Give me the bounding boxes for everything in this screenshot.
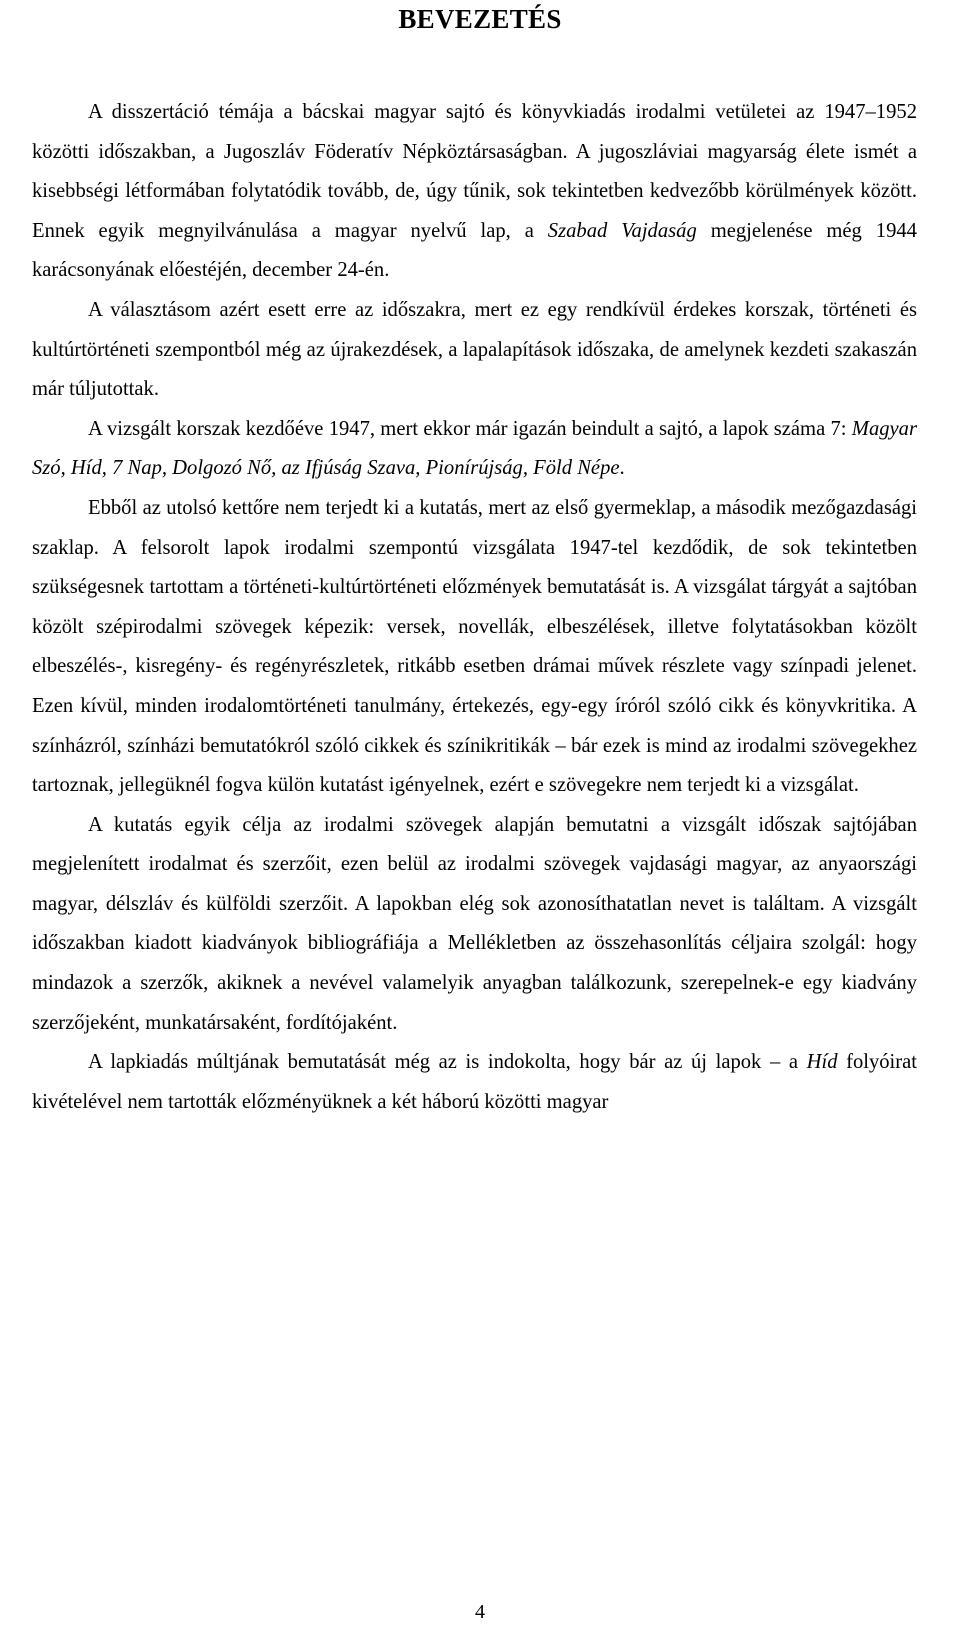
italic-title-szabad-vajdasag: Szabad Vajdaság <box>547 219 697 242</box>
text-run: A disszertáció témája a bácskai magyar sajtó és könyvkiadás irodalmi vetületei az 1947–1952 közötti időszakban, a Jugoszláv Föderatív Népköztársaságban. A jugoszláviai magyarság élete ismét a kisebbségi létformában folytatódik tovább, de, úgy tűnik, sok tekintetben kedvezőbb körülmények között. Ennek egyik megnyilvánulása a magyar nyelvű lap, a <box>32 101 917 242</box>
paragraph-1 <box>32 93 917 291</box>
text-run: . <box>619 457 625 480</box>
italic-title-hid: Híd <box>806 1051 838 1074</box>
paragraph-4 <box>32 489 917 806</box>
page-title: BEVEZETÉS <box>398 4 562 34</box>
italic-newspaper-list: Magyar Szó, Híd, 7 Nap, Dolgozó Nő, az Ifjúság Szava, Pionírújság, Föld Népe <box>32 417 917 480</box>
text-run: megjelenése még 1944 karácsonyának előestéjén, december 24-én. <box>32 219 917 282</box>
paragraph-2 <box>32 291 917 410</box>
body-text <box>32 93 917 1122</box>
text-run: A kutatás egyik célja az irodalmi szövegek alapján bemutatni a vizsgált időszak sajtójában megjelenített irodalmat és szerzőit, ezen belül az irodalmi szövegek vajdasági magyar, az anyaországi magyar, délszláv és külföldi szerzőit. A lapokban elég sok azonosíthatatlan nevet is találtam. A vizsgált időszakban kiadott kiadványok bibliográfiája a Mellékletben az összehasonlítás céljaira szolgál: hogy mindazok a szerzők, akiknek a nevével valamelyik anyagban találkozunk, szerepelnek-e egy kiadvány szerzőjeként, munkatársaként, fordítójaként. <box>32 813 917 1034</box>
text-run: A választásom azért esett erre az időszakra, mert ez egy rendkívül érdekes korszak, történeti és kultúrtörténeti szempontból még az újrakezdések, a lapalapítások időszaka, de amelynek kezdeti szakaszán már túljutottak. <box>32 298 917 401</box>
paragraph-6 <box>32 1043 917 1122</box>
text-run: A lapkiadás múltjának bemutatását még az is indokolta, hogy bár az új lapok – a <box>88 1051 807 1074</box>
paragraph-5 <box>32 806 917 1044</box>
paragraph-3 <box>32 410 917 489</box>
text-run: Ebből az utolsó kettőre nem terjedt ki a kutatás, mert az első gyermeklap, a második mezőgazdasági szaklap. A felsorolt lapok irodalmi szempontú vizsgálata 1947-tel kezdődik, de sok tekintetben szükségesnek tartottam a történeti-kultúrtörténeti előzmények bemutatását is. A vizsgálat tárgyát a sajtóban közölt szépirodalmi szövegek képezik: versek, novellák, elbeszélések, illetve folytatásokban közölt elbeszélés-, kisregény- és regényrészletek, ritkább esetben drámai művek részlete vagy színpadi jelenet. Ezen kívül, minden irodalomtörténeti tanulmány, értekezés, egy-egy íróról szóló cikk és könyvkritika. A színházról, színházi bemutatókról szóló cikkek és színikritikák – bár ezek is mind az irodalmi szövegekhez tartoznak, jellegüknél fogva külön kutatást igényelnek, ezért e szövegekre nem terjedt ki a vizsgálat. <box>32 496 917 797</box>
page-number: 4 <box>475 1601 485 1623</box>
text-run: A vizsgált korszak kezdőéve 1947, mert ekkor már igazán beindult a sajtó, a lapok száma 7: <box>88 417 852 440</box>
text-run: folyóirat kivételével nem tartották előzményüknek a két háború közötti magyar <box>32 1051 917 1113</box>
